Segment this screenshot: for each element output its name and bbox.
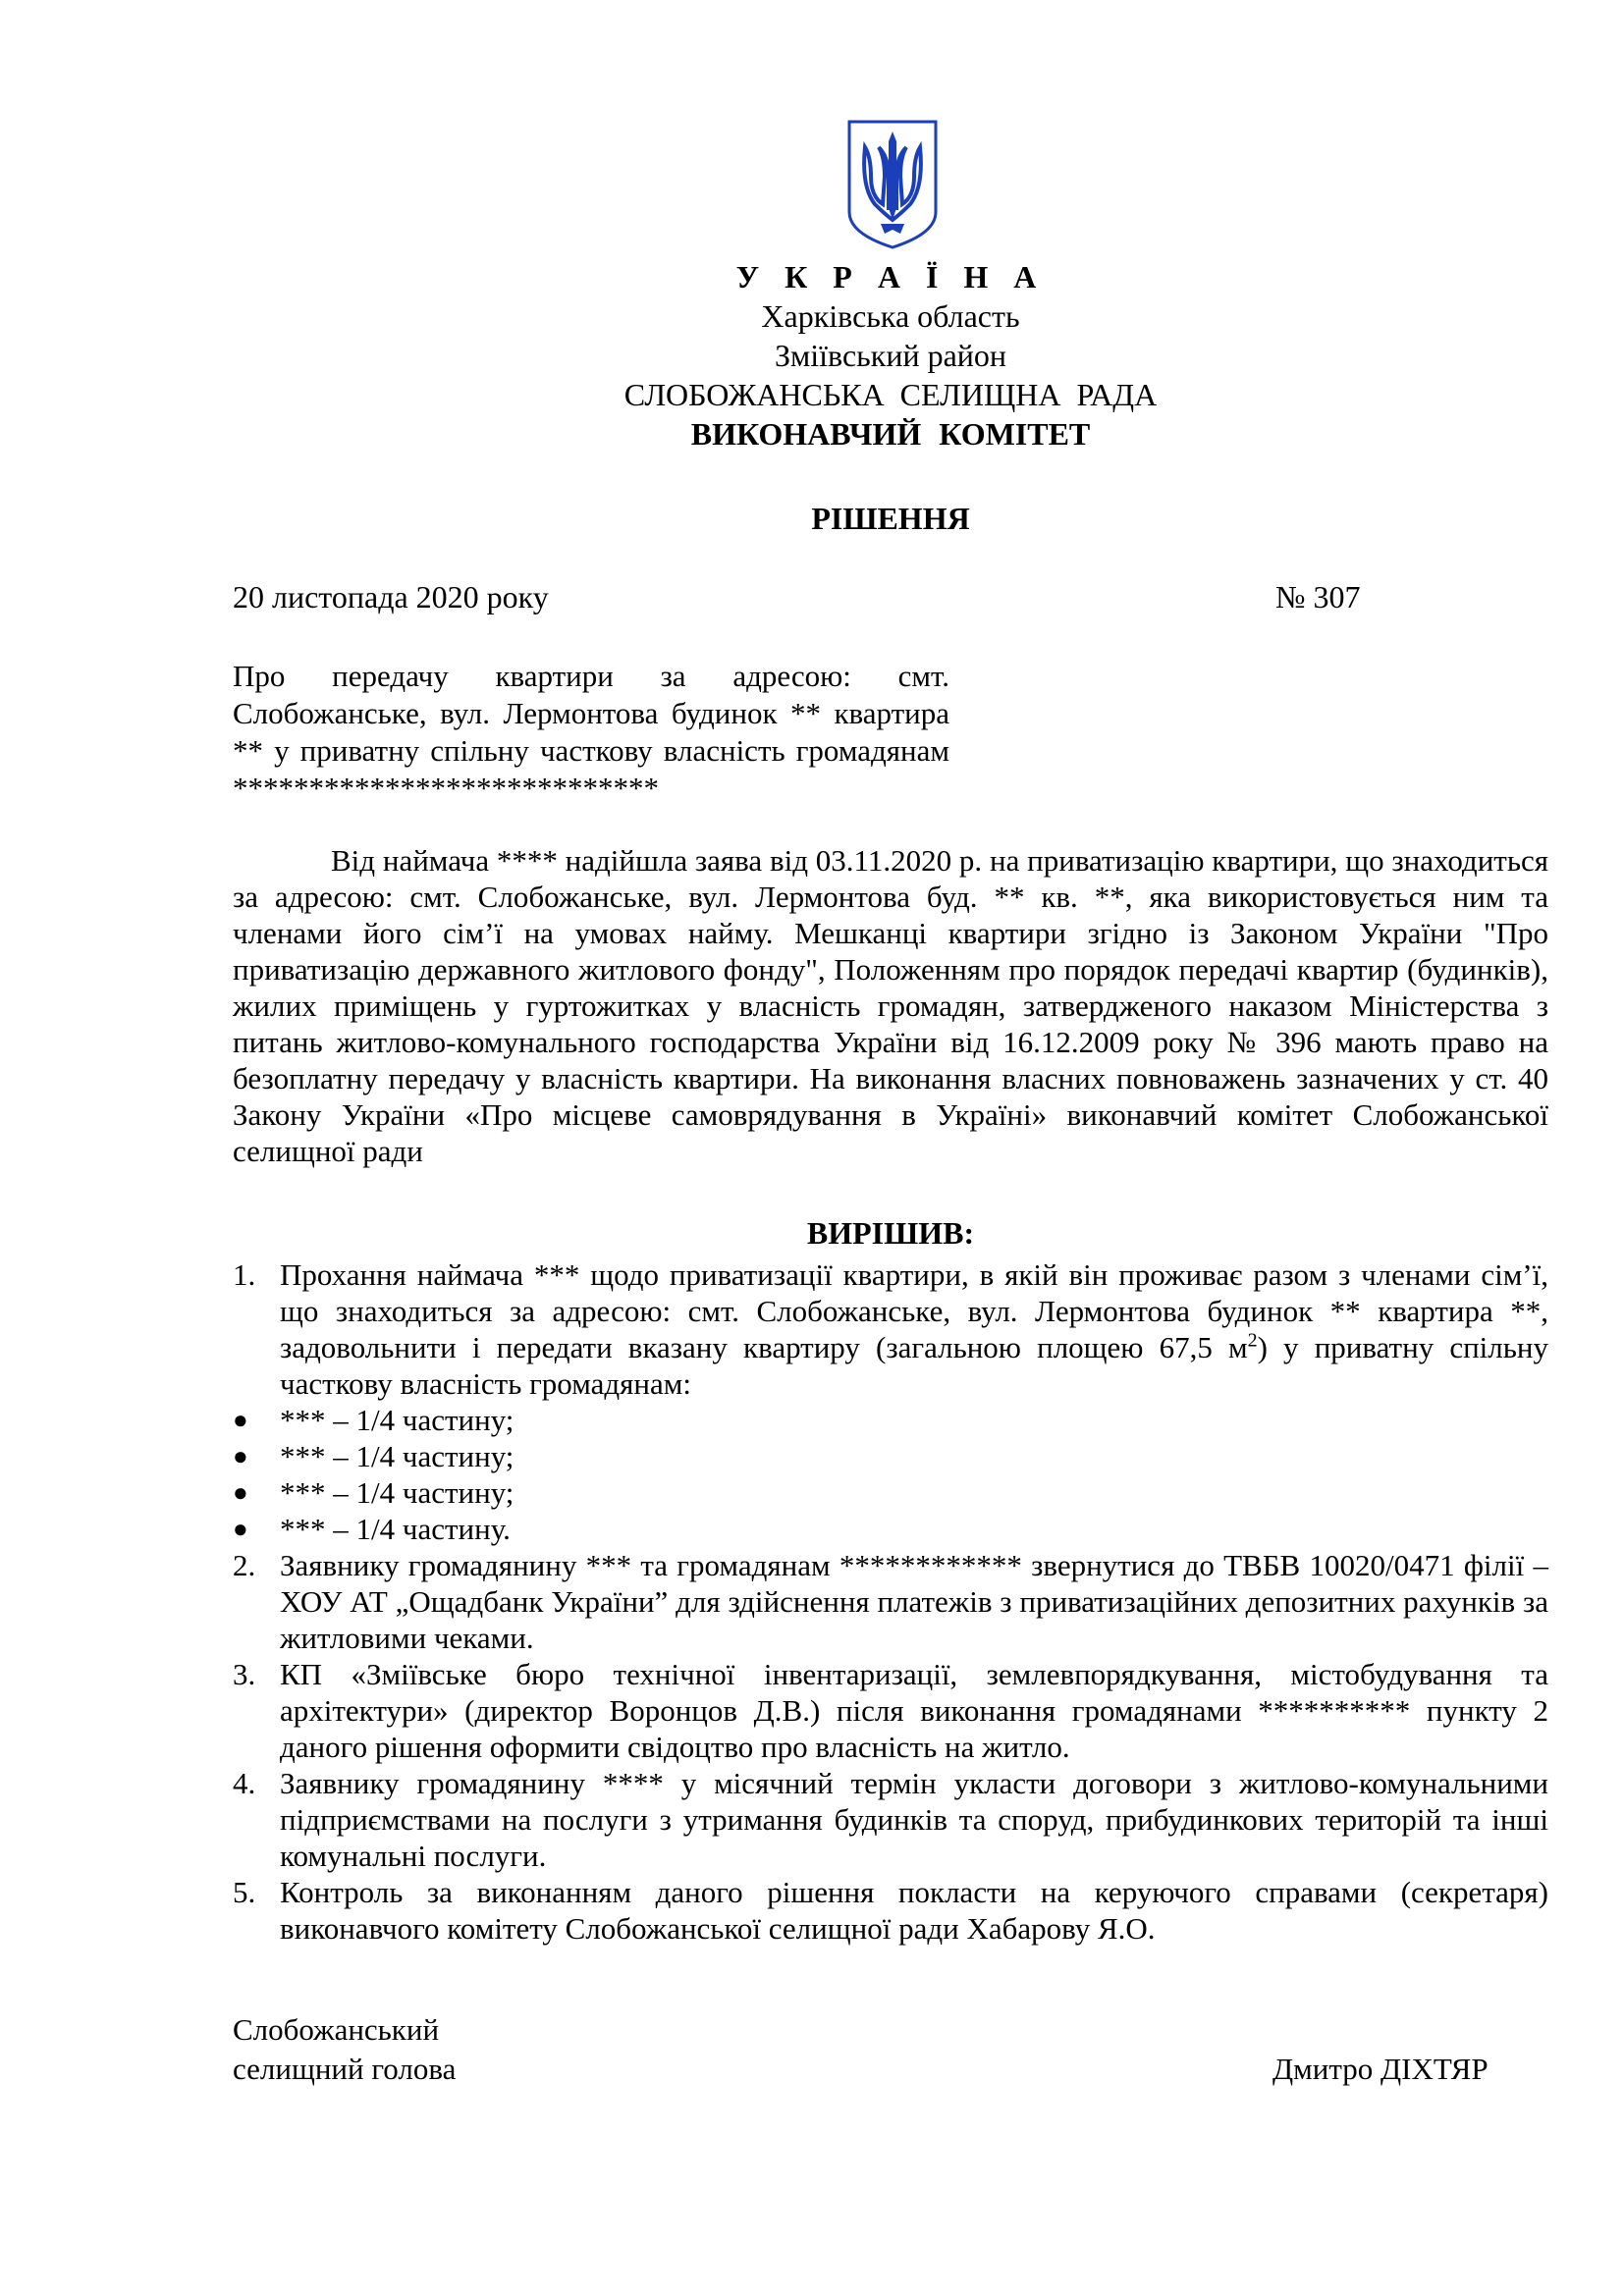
preamble-paragraph: Від наймача **** надійшла заява від 03.11.2020 р. на приватизацію квартири, що знаходиться за адресою: смт. Слобожанське, вул. Лермонтова буд. ** кв. **, яка використовується ним та членами його сім’ї на умовах найму. Мешканці квартири згідно із Законом України "Про приватизацію державного житлового фонду", Положенням про порядок передачі квартир (будинків), жилих приміщень у гуртожитках у власність громадян, затвердженого наказом Міністерства з питань житлово-комунального господарства України від 16.12.2009 року № 396 мають право на безоплатну передачу у власність квартири. На виконання власних повноважень зазначених у ст. 40 Закону України «Про місцеве самоврядування в Україні» виконавчий комітет Слобожанської селищної ради	[233, 843, 1548, 1168]
decision-list	[233, 1256, 1548, 1947]
list-item-3	[233, 1656, 1548, 1765]
district-line: Зміївський район	[774, 338, 1007, 373]
item-number: 4.	[233, 1766, 256, 1800]
item-number: 5.	[233, 1875, 256, 1909]
bullet-icon: ●	[233, 1442, 248, 1470]
decision-date: 20 листопада 2020 року	[233, 579, 549, 614]
item-number: 2.	[233, 1548, 256, 1582]
region-line: Харківська область	[761, 298, 1020, 334]
share-text: *** – 1/4 частину;	[280, 1439, 514, 1473]
list-item-1	[233, 1256, 1548, 1402]
item-text-tail: ) у приватну спільну часткову власність громадянам:	[280, 1330, 1548, 1401]
list-item-2	[233, 1547, 1548, 1656]
item-text: Контроль за виконанням даного рішення покласти на керуючого справами (секретаря) виконавчого комітету Слобожанської селищної ради Хабарову Я.О.	[280, 1875, 1548, 1946]
bullet-icon: ●	[233, 1478, 248, 1507]
share-bullet	[233, 1438, 1548, 1474]
share-bullet	[233, 1402, 1548, 1438]
signatory-title	[233, 2010, 456, 2089]
share-text: *** – 1/4 частину;	[280, 1475, 514, 1510]
list-item-4	[233, 1765, 1548, 1874]
list-item-5	[233, 1874, 1548, 1947]
item-number: 3.	[233, 1657, 256, 1691]
decision-subject: Про передачу квартири за адресою: смт. Слобожанське, вул. Лермонтова будинок ** квартира ** у приватну спільну часткову власність громадянам ****************************	[233, 659, 949, 805]
item-text: Заявнику громадянину *** та громадянам ************ звернутися до ТВБВ 10020/0471 філії – ХОУ АТ „Ощадбанк України” для здійснення платежів з приватизаційних депозитних рахунків за житловими чеками.	[280, 1548, 1548, 1655]
decision-number: № 307	[1275, 579, 1361, 614]
country-heading: У К Р А Ї Н А	[735, 259, 1046, 294]
share-bullet	[233, 1511, 1548, 1547]
superscript: 2	[1247, 1329, 1258, 1352]
bullet-icon: ●	[233, 1515, 248, 1543]
item-text: Прохання наймача *** щодо приватизації квартири, в якій він проживає разом з членами сім’ї, що знаходиться за адресою: смт. Слобожанське, вул. Лермонтова будинок ** квартира **, задовольнити і передати вказану квартиру (загальною площею 67,5 м	[280, 1257, 1548, 1364]
decided-heading: ВИРІШИВ:	[806, 1215, 975, 1251]
item-text: Заявнику громадянину **** у місячний термін укласти договори з житлово-комунальними підприємствами на послуги з утримання будинків та споруд, прибудинкових територій та інші комунальні послуги.	[280, 1766, 1548, 1873]
document-title: РІШЕННЯ	[811, 501, 970, 536]
coat-of-arms-icon	[845, 118, 940, 251]
item-number: 1.	[233, 1257, 256, 1292]
signatory-name: Дмитро ДІХТЯР	[1272, 2052, 1489, 2086]
item-text: КП «Зміївське бюро технічної інвентаризації, землевпорядкування, містобудування та архітектури» (директор Воронцов Д.В.) після виконання громадянами ********** пункту 2 даного рішення оформити свідоцтво про власність на житло.	[280, 1657, 1548, 1764]
committee-line: ВИКОНАВЧИЙ КОМІТЕТ	[690, 416, 1091, 452]
bullet-icon: ●	[233, 1406, 248, 1434]
share-text: *** – 1/4 частину.	[280, 1512, 511, 1546]
signatory-title-line2: селищний голова	[233, 2052, 457, 2086]
council-line: СЛОБОЖАНСЬКА СЕЛИЩНА РАДА	[623, 377, 1158, 412]
signatory-title-line1: Слобожанський	[233, 2012, 440, 2047]
share-bullet	[233, 1474, 1548, 1511]
share-text: *** – 1/4 частину;	[280, 1403, 514, 1437]
